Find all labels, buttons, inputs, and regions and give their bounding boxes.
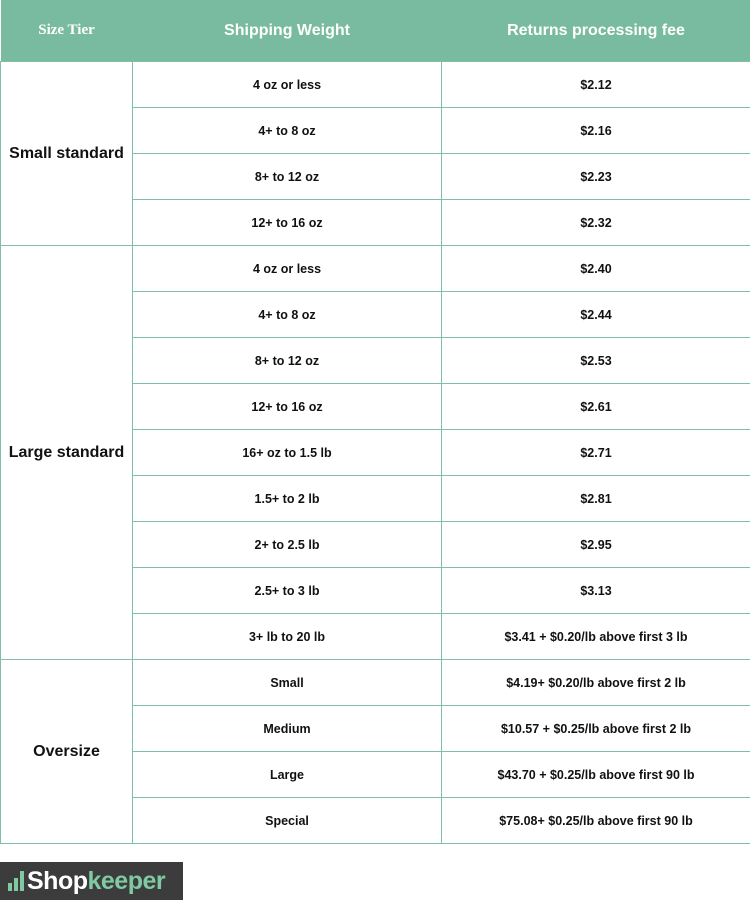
shipping-weight-cell: 16+ oz to 1.5 lb <box>133 430 442 476</box>
shipping-weight-cell: 3+ lb to 20 lb <box>133 614 442 660</box>
header-row <box>1 0 750 62</box>
shipping-weight-cell: 4 oz or less <box>133 246 442 292</box>
returns-fee-cell: $3.41 + $0.20/lb above first 3 lb <box>442 614 750 660</box>
shopkeeper-logo <box>0 862 183 900</box>
header-returns-fee: Returns processing fee <box>442 0 750 62</box>
table-body <box>1 62 750 844</box>
shipping-weight-cell: Large <box>133 752 442 798</box>
shipping-weight-cell: Medium <box>133 706 442 752</box>
returns-fee-cell: $2.32 <box>442 200 750 246</box>
returns-fee-cell: $2.71 <box>442 430 750 476</box>
shipping-weight-cell: 2.5+ to 3 lb <box>133 568 442 614</box>
returns-fee-cell: $2.16 <box>442 108 750 154</box>
bar-chart-icon <box>8 871 24 891</box>
returns-fee-cell: $43.70 + $0.25/lb above first 90 lb <box>442 752 750 798</box>
header-size-tier: Size Tier <box>1 0 133 62</box>
returns-fee-cell: $75.08+ $0.25/lb above first 90 lb <box>442 798 750 844</box>
shipping-weight-cell: 4+ to 8 oz <box>133 108 442 154</box>
header-shipping-weight: Shipping Weight <box>133 0 442 62</box>
returns-fee-cell: $4.19+ $0.20/lb above first 2 lb <box>442 660 750 706</box>
shipping-weight-cell: Small <box>133 660 442 706</box>
logo-wordmark <box>27 867 165 896</box>
shipping-weight-cell: 8+ to 12 oz <box>133 338 442 384</box>
returns-fee-cell: $10.57 + $0.25/lb above first 2 lb <box>442 706 750 752</box>
returns-fee-cell: $2.81 <box>442 476 750 522</box>
returns-fee-cell: $2.44 <box>442 292 750 338</box>
size-tier-cell: Oversize <box>1 660 133 844</box>
size-tier-cell: Small standard <box>1 62 133 246</box>
returns-fee-cell: $2.40 <box>442 246 750 292</box>
shipping-weight-cell: 12+ to 16 oz <box>133 384 442 430</box>
returns-fee-cell: $3.13 <box>442 568 750 614</box>
returns-fee-cell: $2.95 <box>442 522 750 568</box>
shipping-weight-cell: 4 oz or less <box>133 62 442 108</box>
shipping-weight-cell: 2+ to 2.5 lb <box>133 522 442 568</box>
shipping-weight-cell: 4+ to 8 oz <box>133 292 442 338</box>
returns-fee-cell: $2.53 <box>442 338 750 384</box>
table-row <box>1 246 750 292</box>
shipping-weight-cell: 12+ to 16 oz <box>133 200 442 246</box>
returns-fee-cell: $2.61 <box>442 384 750 430</box>
shipping-weight-cell: 1.5+ to 2 lb <box>133 476 442 522</box>
shipping-weight-cell: 8+ to 12 oz <box>133 154 442 200</box>
shipping-weight-cell: Special <box>133 798 442 844</box>
table-row <box>1 660 750 706</box>
table-row <box>1 62 750 108</box>
logo-text-keeper: keeper <box>87 866 166 895</box>
size-tier-cell: Large standard <box>1 246 133 660</box>
returns-fee-cell: $2.12 <box>442 62 750 108</box>
logo-text-shop: Shop <box>27 866 88 895</box>
returns-fee-cell: $2.23 <box>442 154 750 200</box>
